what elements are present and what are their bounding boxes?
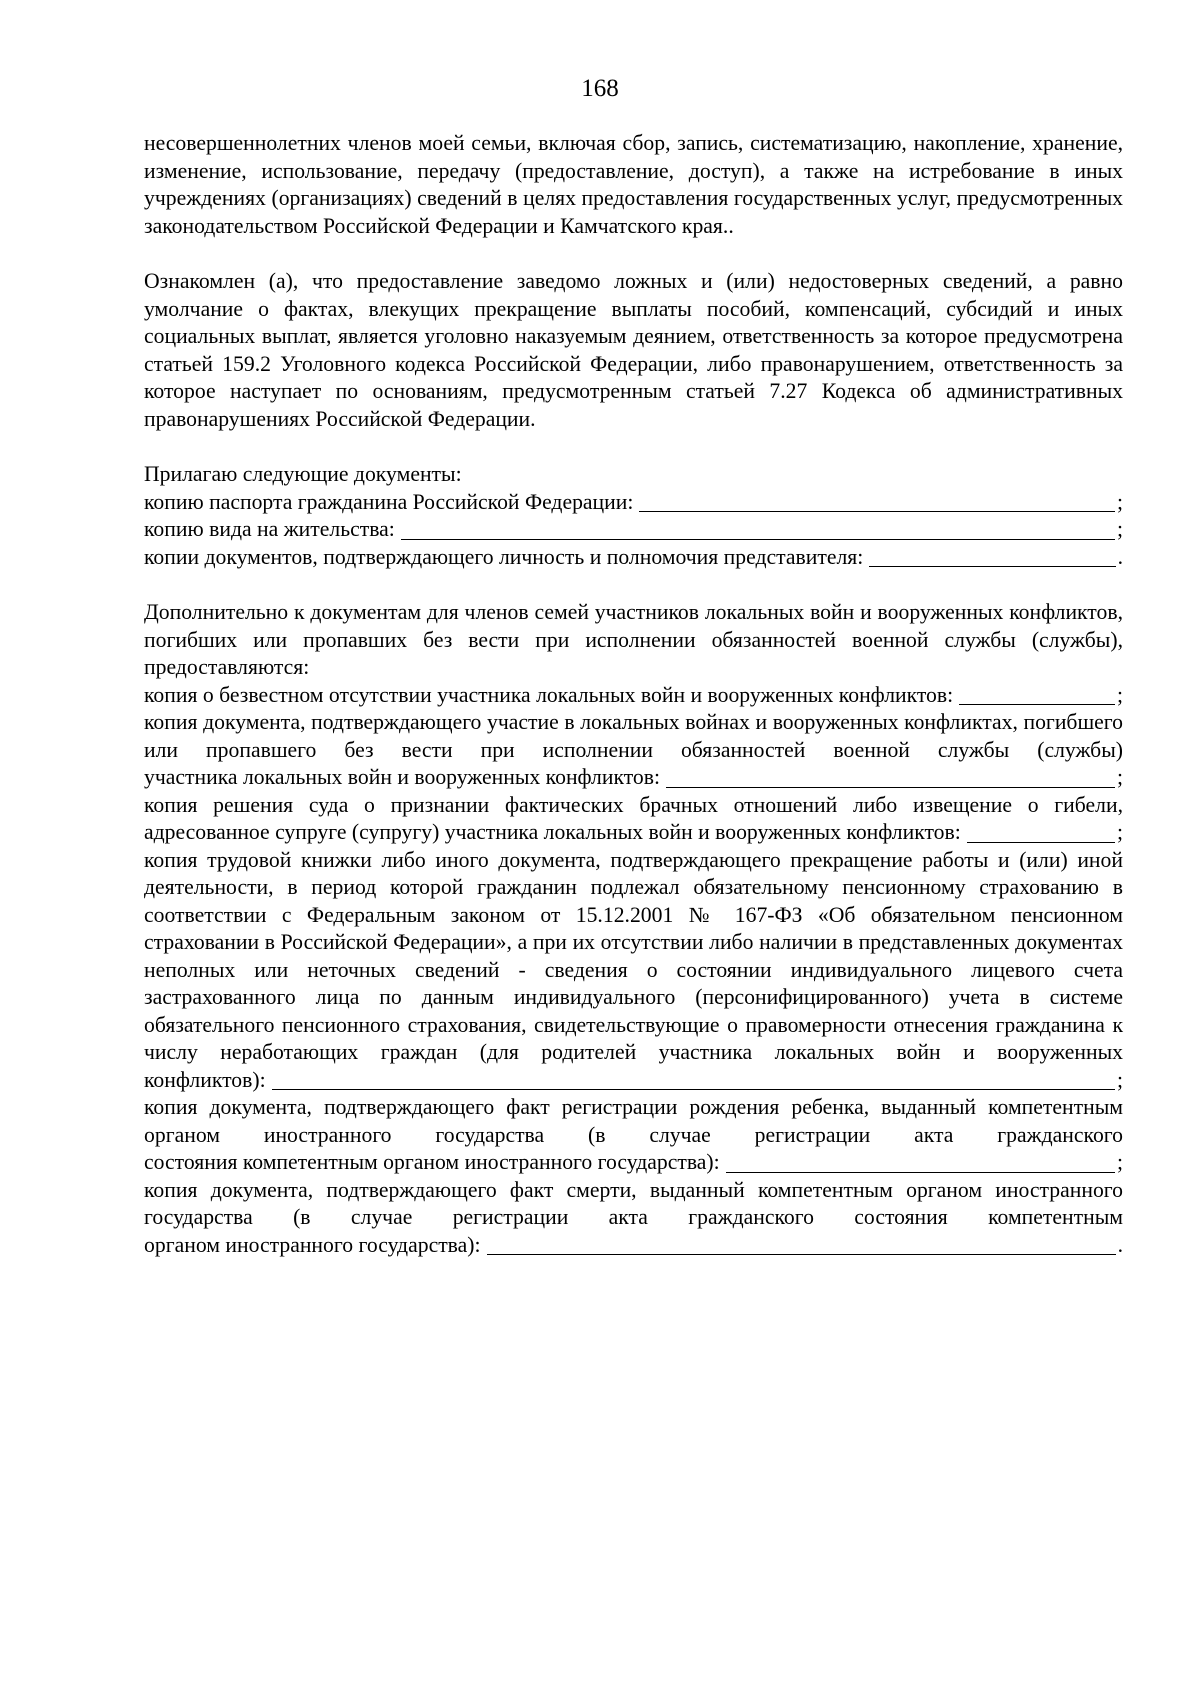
document-body: [144, 130, 1123, 1259]
representative-label: копии документов, подтверждающего личность и полномочия представителя:: [144, 544, 864, 569]
residence-label: копию вида на жительства:: [144, 517, 395, 541]
labor-text: копия трудовой книжки либо иного документа, подтверждающего прекращение работы и (или) иной деятельности, в период которой гражданин подлежал обязательному пенсионному страхованию в соответствии с Федеральным законом от 15.12.2001 № 167-ФЗ «Об обязательном пенсионном страховании в Российской Федерации», а при их отсутствии либо наличии в представленных документах неполных или неточных сведений - сведения о состоянии индивидуального лицевого счета застрахованного лица по данным индивидуального (персонифицированного) учета в системе обязательного пенсионного страхования, свидетельствующие о правомерности отнесения гражданина к числу неработающих граждан (для родителей участника локальных войн и вооруженных: [144, 847, 1123, 1064]
passport-label: копию паспорта гражданина Российской Федерации:: [144, 489, 634, 514]
birth-line: состояния компетентным органом иностранного государства): ;: [144, 1149, 1123, 1177]
death-text: копия документа, подтверждающего факт смерти, выданный компетентным органом иностранного государства (в случае регистрации акта гражданского состояния компетентным: [144, 1177, 1123, 1229]
missing-label: копия о безвестном отсутствии участника локальных войн и вооруженных конфликтов:: [144, 682, 954, 707]
missing-blank[interactable]: [959, 685, 1115, 705]
consent-paragraph: несовершеннолетних членов моей семьи, включая сбор, запись, систематизацию, накопление, хранение, изменение, использование, передачу (предоставление, доступ), а также на истребование в иных учреждениях (организациях) сведений в целях предоставления государственных услуг, предусмотренных законодательством Российской Федерации и Камчатского края..: [144, 131, 1123, 238]
labor-label: конфликтов):: [144, 1067, 266, 1092]
attachments-heading: Прилагаю следующие документы:: [144, 462, 462, 486]
labor-blank[interactable]: [272, 1070, 1115, 1090]
missing-line: копия о безвестном отсутствии участника локальных войн и вооруженных конфликтов: ;: [144, 682, 1123, 710]
additional-docs-intro: Дополнительно к документам для членов семей участников локальных войн и вооруженных конфликтов, погибших или пропавших без вести при исполнении обязанностей военной службы (службы), предоставляются:: [144, 600, 1123, 679]
participation-text: копия документа, подтверждающего участие в локальных войнах и вооруженных конфликтах, погибшего или пропавшего без вести при исполнении обязанностей военной службы (службы): [144, 710, 1123, 762]
passport-blank[interactable]: [639, 492, 1115, 512]
court-blank[interactable]: [967, 823, 1115, 843]
court-line: адресованное супруге (супругу) участника локальных войн и вооруженных конфликтов: ;: [144, 819, 1123, 847]
court-text: копия решения суда о признании фактических брачных отношений либо извещение о гибели,: [144, 792, 1123, 817]
birth-text: копия документа, подтверждающего факт регистрации рождения ребенка, выданный компетентным органом иностранного государства (в случае регистрации акта гражданского: [144, 1095, 1123, 1147]
participation-label: участника локальных войн и вооруженных конфликтов:: [144, 765, 661, 789]
liability-paragraph: Ознакомлен (а), что предоставление заведомо ложных и (или) недостоверных сведений, а равно умолчание о фактах, влекущих прекращение выплаты пособий, компенсаций, субсидий и иных социальных выплат, является уголовно наказуемым деянием, ответственность за которое предусмотрена статьей 159.2 Уголовного кодекса Российской Федерации, либо правонарушением, ответственность за которое наступает по основаниям, предусмотренным статьей 7.27 Кодекса об административных правонарушениях Российской Федерации.: [144, 269, 1123, 431]
representative-blank[interactable]: [869, 547, 1115, 567]
residence-line: копию вида на жительства: ;: [144, 516, 1123, 544]
death-label: органом иностранного государства):: [144, 1232, 481, 1257]
passport-line: копию паспорта гражданина Российской Федерации: ;: [144, 489, 1123, 517]
representative-line: копии документов, подтверждающего личность и полномочия представителя: .: [144, 544, 1123, 572]
death-blank[interactable]: [487, 1235, 1116, 1255]
birth-label: состояния компетентным органом иностранного государства):: [144, 1150, 720, 1174]
birth-blank[interactable]: [726, 1153, 1115, 1173]
participation-blank[interactable]: [666, 768, 1115, 788]
residence-blank[interactable]: [401, 520, 1115, 540]
court-label: адресованное супруге (супругу) участника локальных войн и вооруженных конфликтов:: [144, 820, 961, 844]
participation-line: участника локальных войн и вооруженных конфликтов: ;: [144, 764, 1123, 792]
labor-line: конфликтов): ;: [144, 1067, 1123, 1095]
death-line: органом иностранного государства): .: [144, 1232, 1123, 1260]
page-number: 168: [581, 75, 619, 102]
